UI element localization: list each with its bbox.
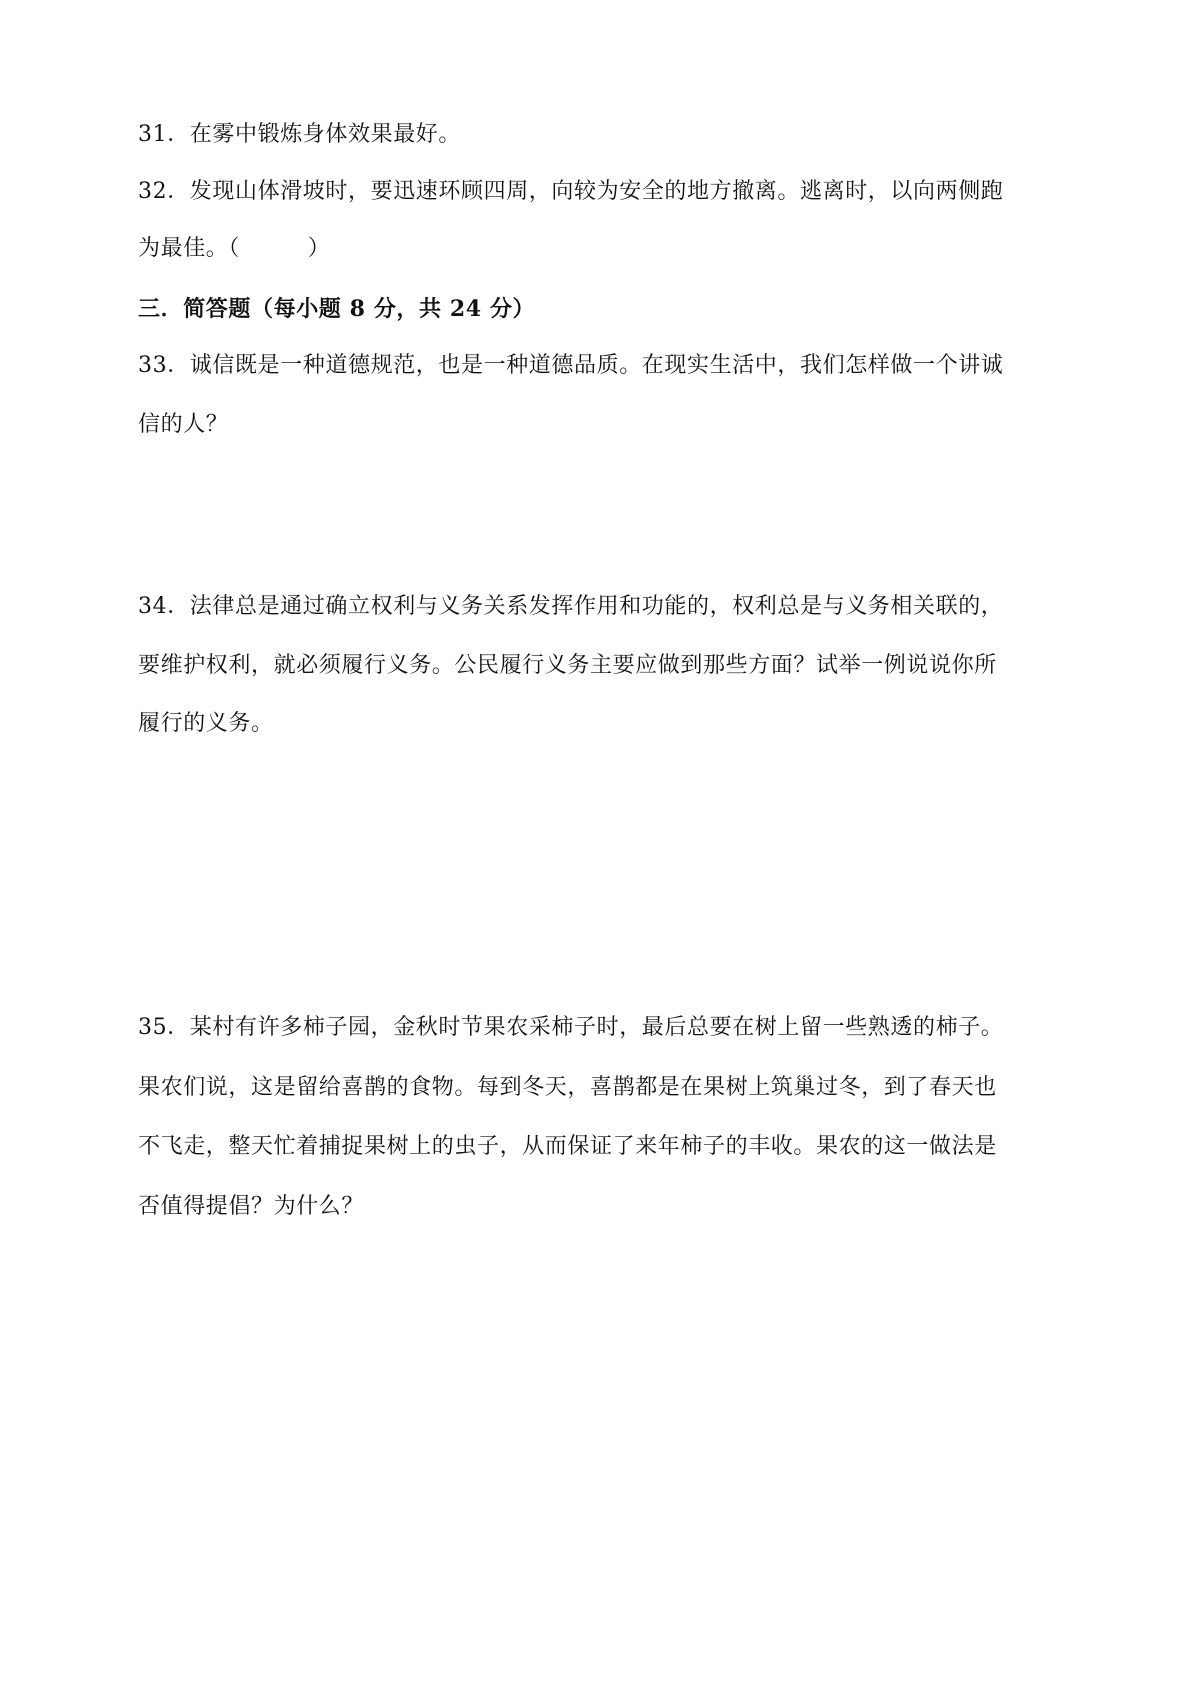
question-34-line-2: 要维护权利，就必须履行义务。公民履行义务主要应做到那些方面？试举一例说说你所 bbox=[138, 653, 997, 678]
question-32-line-1: 32．发现山体滑坡时，要迅速环顾四周，向较为安全的地方撤离。逃离时，以向两侧跑 bbox=[138, 179, 1004, 204]
question-35-line-1: 35．某村有许多柿子园，金秋时节果农采柿子时，最后总要在树上留一些熟透的柿子。 bbox=[138, 1015, 1004, 1040]
question-34-line-1: 34．法律总是通过确立权利与义务关系发挥作用和功能的，权利总是与义务相关联的， bbox=[138, 594, 1004, 619]
question-33-line-1: 33．诚信既是一种道德规范，也是一种道德品质。在现实生活中，我们怎样做一个讲诚 bbox=[138, 353, 1004, 378]
question-31-line-1: 31．在雾中锻炼身体效果最好。 bbox=[138, 122, 461, 147]
question-35-line-4: 否值得提倡？为什么？ bbox=[138, 1194, 365, 1219]
question-34-line-3: 履行的义务。 bbox=[138, 711, 274, 736]
question-35-line-2: 果农们说，这是留给喜鹊的食物。每到冬天，喜鹊都是在果树上筑巢过冬，到了春天也 bbox=[138, 1075, 997, 1100]
question-35-line-3: 不飞走，整天忙着捕捉果树上的虫子，从而保证了来年柿子的丰收。果农的这一做法是 bbox=[138, 1134, 997, 1159]
section-3-heading: 三．简答题（每小题 8 分，共 24 分） bbox=[138, 296, 536, 322]
question-33-line-2: 信的人？ bbox=[138, 412, 229, 437]
question-32-line-2: 为最佳。（ ） bbox=[138, 236, 331, 261]
